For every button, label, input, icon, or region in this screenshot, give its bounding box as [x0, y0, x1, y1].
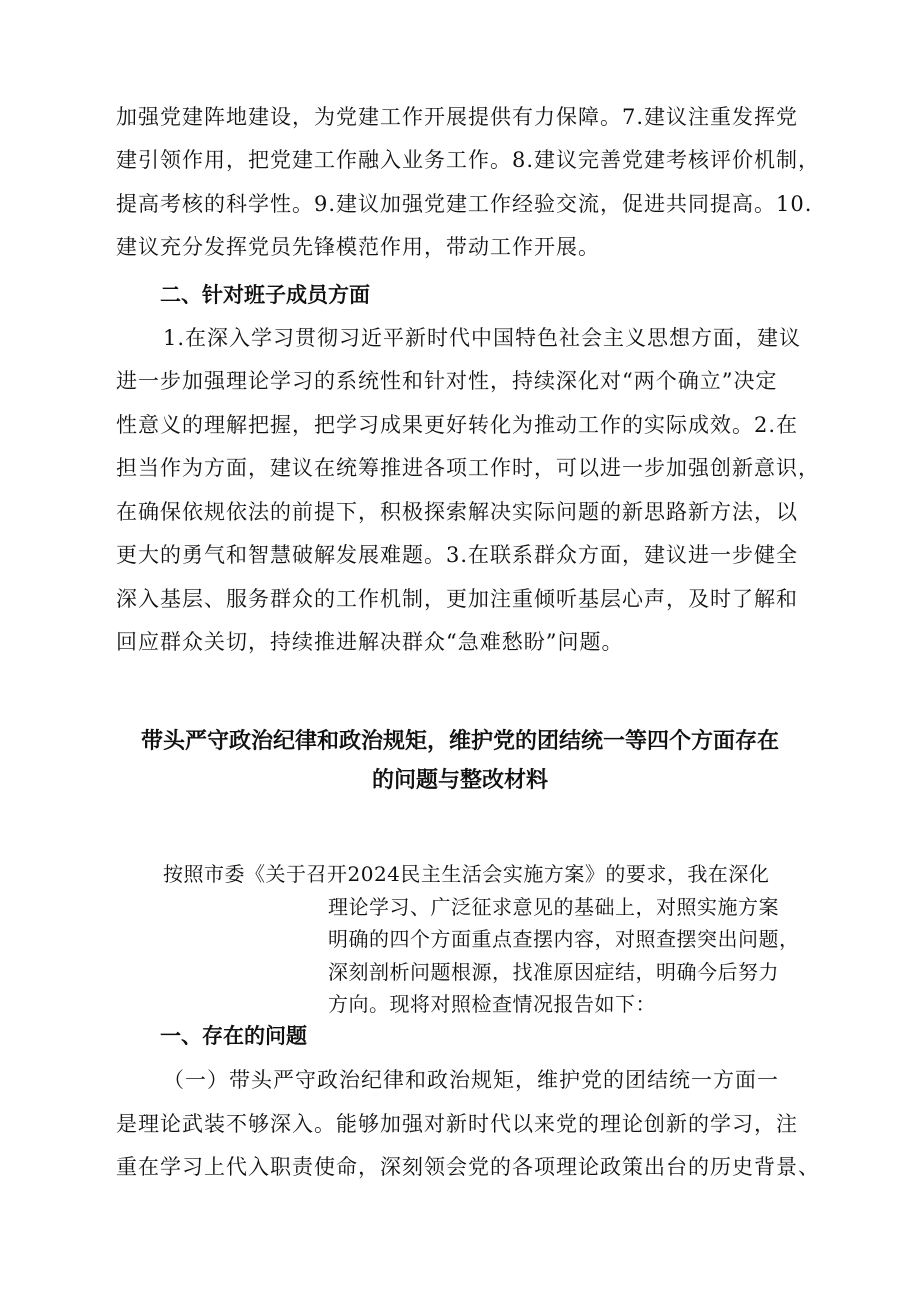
paragraph-line: 1.在深入学习贯彻习近平新时代中国特色社会主义思想方面，建议 — [163, 326, 802, 350]
paragraph-line: 方向。现将对照检查情况报告如下： — [328, 992, 656, 1016]
paragraph-line: 建引领作用，把党建工作融入业务工作。8.建议完善党建考核评价机制， — [116, 148, 821, 172]
paragraph-line: 理论学习、广泛征求意见的基础上，对照实施方案 — [328, 895, 779, 919]
paragraph-line: 进一步加强理论学习的系统性和针对性，持续深化对“两个确立”决定 — [116, 369, 778, 393]
document-title-line: 带头严守政治纪律和政治规矩，维护党的团结统一等四个方面存在 — [140, 729, 779, 754]
paragraph-line: 性意义的理解把握，把学习成果更好转化为推动工作的实际成效。2.在 — [116, 413, 799, 437]
paragraph-line: 在确保依规依法的前提下，积极探索解决实际问题的新思路新方法，以 — [116, 500, 798, 524]
paragraph-line: 深入基层、服务群众的工作机制，更加注重倾听基层心声，及时了解和 — [116, 587, 798, 611]
paragraph-line: 是理论武装不够深入。能够加强对新时代以来党的理论创新的学习，注 — [116, 1112, 798, 1136]
paragraph-line: 担当作为方面，建议在统筹推进各项工作时，可以进一步加强创新意识， — [116, 456, 820, 480]
section-heading-leadership-members: 二、针对班子成员方面 — [160, 283, 370, 307]
paragraph-line: 提高考核的科学性。9.建议加强党建工作经验交流，促进共同提高。10. — [116, 192, 813, 216]
paragraph-line: 按照市委《关于召开2024民主生活会实施方案》的要求，我在深化 — [163, 862, 770, 886]
paragraph-line: 建议充分发挥党员先锋模范作用，带动工作开展。 — [116, 235, 600, 259]
paragraph-line: 加强党建阵地建设，为党建工作开展提供有力保障。7.建议注重发挥党 — [116, 105, 799, 129]
paragraph-line: 明确的四个方面重点查摆内容，对照查摆突出问题， — [328, 927, 800, 951]
section-heading-existing-problems: 一、存在的问题 — [160, 1024, 307, 1048]
paragraph-line: 重在学习上代入职责使命，深刻领会党的各项理论政策出台的历史背景、 — [116, 1155, 820, 1179]
paragraph-line: 回应群众关切，持续推进解决群众“急难愁盼”问题。 — [116, 630, 624, 654]
paragraph-line: 深刻剖析问题根源，找准原因症结，明确今后努力 — [328, 960, 779, 984]
document-title-line: 的问题与整改材料 — [371, 768, 548, 793]
paragraph-line: 更大的勇气和智慧破解发展难题。3.在联系群众方面，建议进一步健全 — [116, 543, 799, 567]
paragraph-line: （一）带头严守政治纪律和政治规矩，维护党的团结统一方面一 — [163, 1068, 779, 1092]
